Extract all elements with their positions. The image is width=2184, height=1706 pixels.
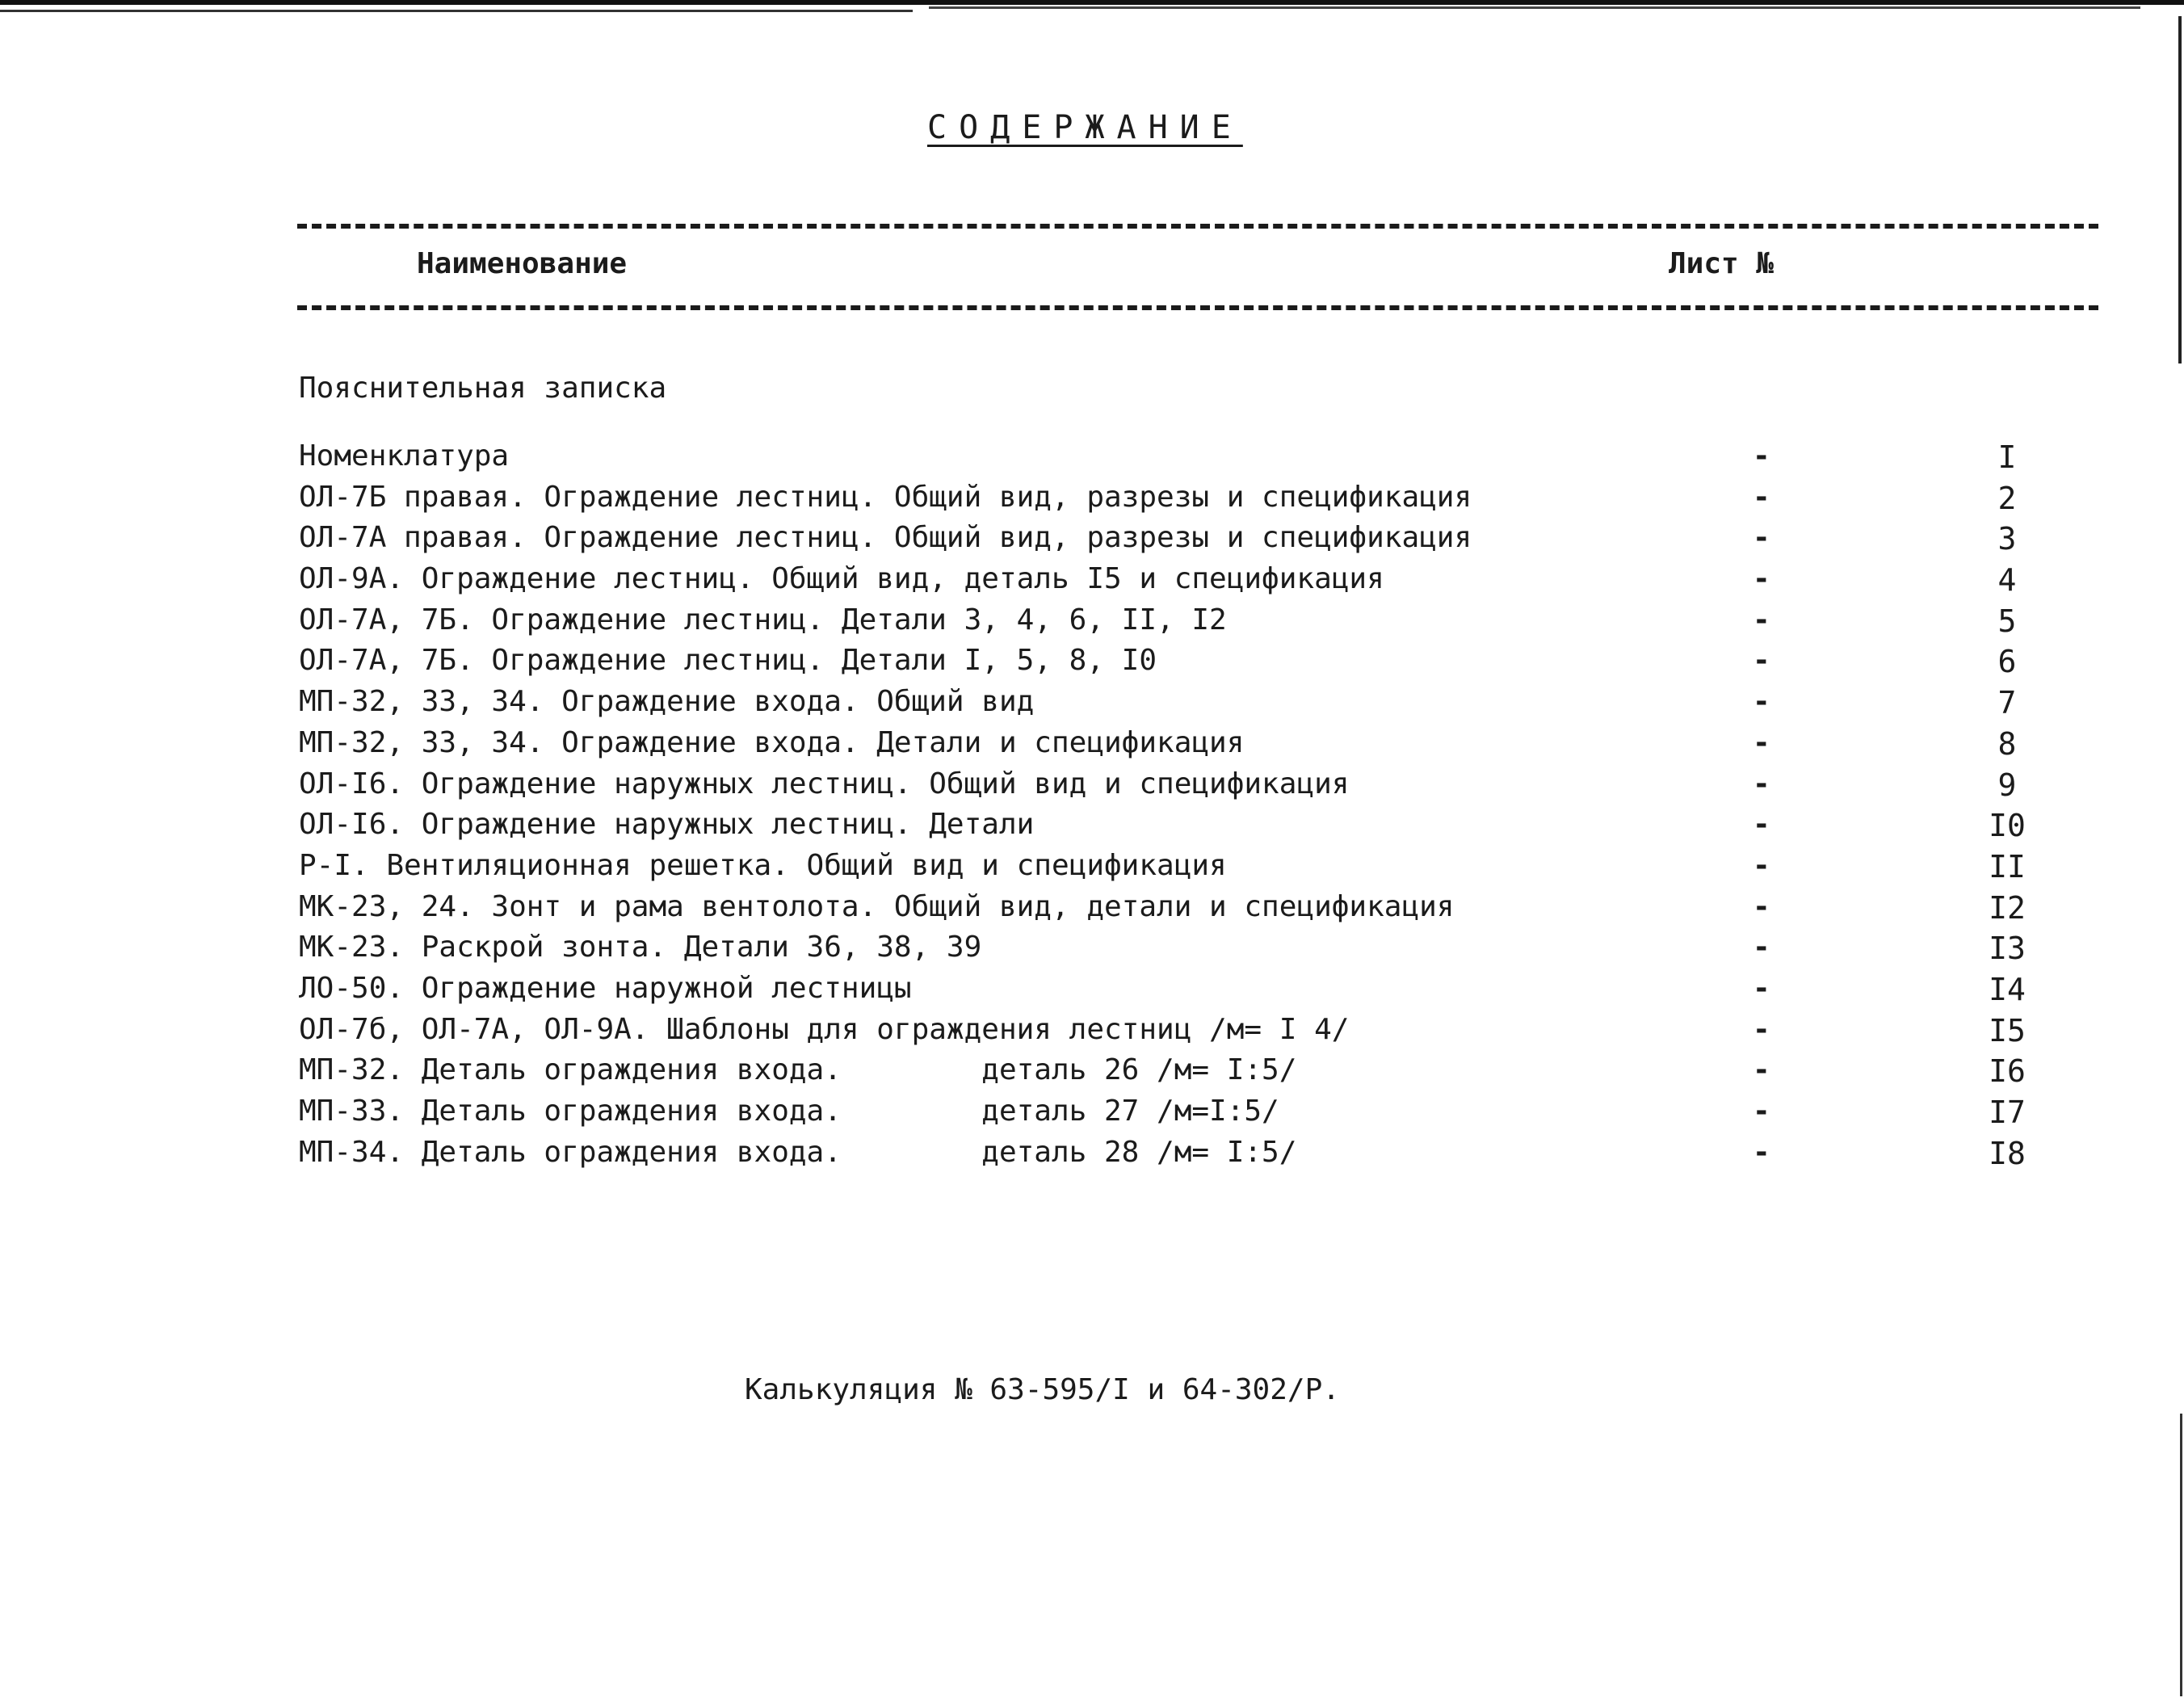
entry-dash: - bbox=[1753, 808, 1770, 842]
entry-sheet-number: I4 bbox=[1989, 971, 2026, 1007]
list-item bbox=[299, 680, 2116, 721]
entry-title: МК-23, 24. Зонт и рама вентолота. Общий вид, детали и спецификация bbox=[299, 889, 1455, 923]
list-item bbox=[299, 721, 2116, 763]
entry-title: ОЛ-7А, 7Б. Ограждение лестниц. Детали I, 5, 8, I0 bbox=[299, 644, 1157, 678]
entry-title: ОЛ-7А правая. Ограждение лестниц. Общий вид, разрезы и спецификация bbox=[299, 521, 1472, 555]
entry-title: ОЛ-I6. Ограждение наружных лестниц. Общий вид и спецификация bbox=[299, 767, 1350, 800]
entry-title: ОЛ-I6. Ограждение наружных лестниц. Детали bbox=[299, 808, 1035, 842]
entry-sheet-number: I bbox=[1997, 439, 2017, 475]
column-header-sheet: Лист № bbox=[1669, 247, 1774, 280]
entry-dash: - bbox=[1753, 1135, 1770, 1169]
intro-line: Пояснительная записка bbox=[299, 372, 667, 405]
entry-title: ОЛ-9А. Ограждение лестниц. Общий вид, деталь I5 и спецификация bbox=[299, 562, 1384, 596]
list-item bbox=[299, 557, 2116, 599]
entry-title: МП-33. Деталь ограждения входа. деталь 27 /м=I:5/ bbox=[299, 1095, 1279, 1128]
list-item bbox=[299, 885, 2116, 927]
entry-dash: - bbox=[1753, 603, 1770, 637]
entry-sheet-number: 5 bbox=[1997, 603, 2017, 639]
entry-sheet-number: I2 bbox=[1989, 889, 2026, 926]
list-item bbox=[299, 476, 2116, 517]
entry-dash: - bbox=[1753, 1053, 1770, 1087]
entry-sheet-number: I8 bbox=[1989, 1135, 2026, 1171]
entry-sheet-number: I6 bbox=[1989, 1053, 2026, 1090]
list-item bbox=[299, 1090, 2116, 1131]
scan-edge-right bbox=[2178, 16, 2182, 363]
entry-dash: - bbox=[1753, 1012, 1770, 1046]
entry-dash: - bbox=[1753, 1095, 1770, 1128]
entry-dash: - bbox=[1753, 971, 1770, 1005]
header-rule-top bbox=[297, 224, 2098, 229]
entry-sheet-number: I0 bbox=[1989, 808, 2026, 844]
entry-sheet-number: 3 bbox=[1997, 521, 2017, 557]
entry-title: ОЛ-7б, ОЛ-7А, ОЛ-9А. Шаблоны для ограждения лестниц /м= I 4/ bbox=[299, 1012, 1350, 1046]
entry-title: МП-34. Деталь ограждения входа. деталь 28 /м= I:5/ bbox=[299, 1135, 1297, 1169]
list-item bbox=[299, 803, 2116, 844]
list-item bbox=[299, 516, 2116, 557]
entry-dash: - bbox=[1753, 644, 1770, 678]
entry-title: ОЛ-7Б правая. Ограждение лестниц. Общий вид, разрезы и спецификация bbox=[299, 480, 1472, 514]
entry-title: МК-23. Раскрой зонта. Детали 36, 38, 39 bbox=[299, 931, 982, 964]
entry-dash: - bbox=[1753, 725, 1770, 759]
list-item bbox=[299, 639, 2116, 680]
entry-title: ЛО-50. Ограждение наружной лестницы bbox=[299, 971, 912, 1005]
list-item bbox=[299, 1131, 2116, 1172]
contents-list bbox=[299, 435, 2116, 1171]
entry-title: Р-I. Вентиляционная решетка. Общий вид и спецификация bbox=[299, 848, 1227, 882]
page-title: СОДЕРЖАНИЕ bbox=[927, 109, 1243, 146]
list-item bbox=[299, 763, 2116, 804]
entry-dash: - bbox=[1753, 521, 1770, 555]
entry-sheet-number: I7 bbox=[1989, 1095, 2026, 1130]
entry-dash: - bbox=[1753, 562, 1770, 596]
entry-title: ОЛ-7А, 7Б. Ограждение лестниц. Детали 3, 4, 6, II, I2 bbox=[299, 603, 1227, 637]
entry-title: МП-32, 33, 34. Ограждение входа. Детали и спецификация bbox=[299, 725, 1245, 759]
entry-sheet-number: 9 bbox=[1997, 767, 2017, 803]
column-header-name: Наименование bbox=[417, 247, 628, 280]
entry-dash: - bbox=[1753, 931, 1770, 964]
entry-dash: - bbox=[1753, 685, 1770, 719]
list-item bbox=[299, 926, 2116, 967]
entry-sheet-number: 6 bbox=[1997, 644, 2017, 680]
scan-edge-top bbox=[0, 0, 2184, 5]
list-item bbox=[299, 1048, 2116, 1090]
entry-sheet-number: I3 bbox=[1989, 931, 2026, 967]
scan-edge-line bbox=[929, 6, 2140, 9]
list-item bbox=[299, 967, 2116, 1008]
entry-sheet-number: 4 bbox=[1997, 562, 2017, 599]
entry-sheet-number: 8 bbox=[1997, 725, 2017, 762]
entry-dash: - bbox=[1753, 889, 1770, 923]
entry-title: МП-32, 33, 34. Ограждение входа. Общий вид bbox=[299, 685, 1035, 719]
list-item bbox=[299, 844, 2116, 885]
footer-calculation: Калькуляция № 63-595/I и 64-302/Р. bbox=[745, 1373, 1340, 1406]
entry-dash: - bbox=[1753, 848, 1770, 882]
entry-sheet-number: 2 bbox=[1997, 480, 2017, 516]
entry-sheet-number: I5 bbox=[1989, 1012, 2026, 1048]
entry-dash: - bbox=[1753, 480, 1770, 514]
entry-dash: - bbox=[1753, 767, 1770, 800]
entry-sheet-number: 7 bbox=[1997, 685, 2017, 721]
entry-sheet-number: II bbox=[1989, 848, 2026, 885]
scan-edge-line bbox=[0, 10, 913, 12]
entry-title: МП-32. Деталь ограждения входа. деталь 26 /м= I:5/ bbox=[299, 1053, 1297, 1087]
scan-edge-right bbox=[2180, 1414, 2182, 1696]
list-item bbox=[299, 435, 2116, 476]
header-rule-bottom bbox=[297, 305, 2098, 310]
entry-title: Номенклатура bbox=[299, 439, 510, 473]
list-item bbox=[299, 599, 2116, 640]
list-item bbox=[299, 1008, 2116, 1049]
entry-dash: - bbox=[1753, 439, 1770, 473]
